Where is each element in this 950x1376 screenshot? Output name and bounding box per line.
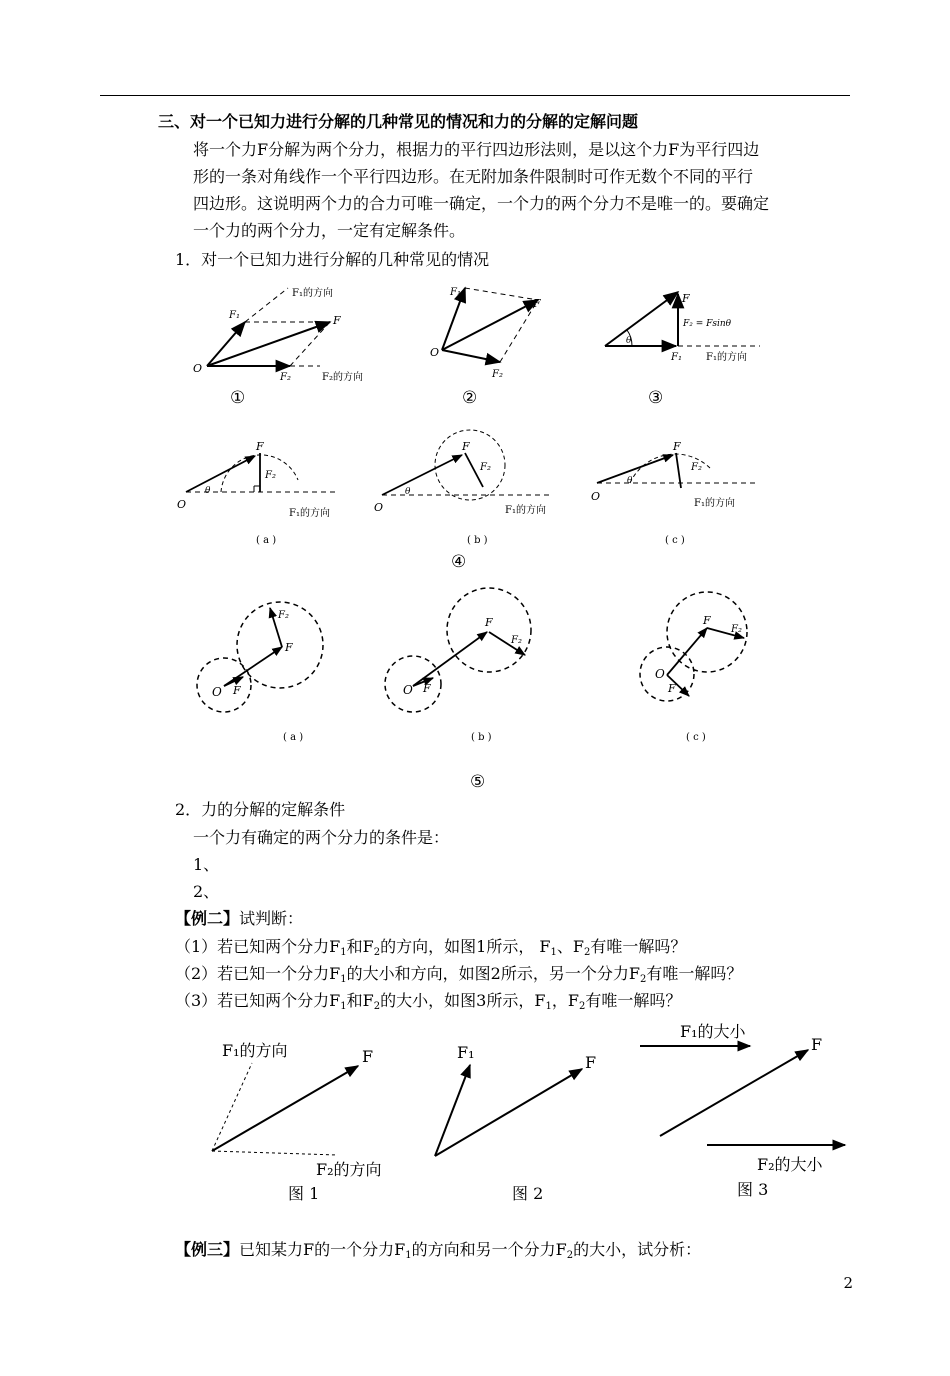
label-f: F [533, 297, 541, 310]
label-f1-direction: F₁的方向 [292, 288, 333, 299]
label-theta: θ [205, 486, 211, 496]
label-b: ( b ) [471, 732, 492, 743]
label-f2: F₂ [480, 462, 491, 473]
label-f: F [333, 314, 341, 327]
condition-2: 2、 [193, 882, 220, 901]
label-f: F [485, 616, 493, 629]
label-f1: F₁ [457, 1043, 475, 1062]
label-o: O [212, 685, 222, 699]
label-f1-direction: F₁的方向 [706, 352, 747, 363]
subsection-2-title: 2．力的分解的定解条件 [175, 800, 346, 819]
label-f: F [233, 684, 241, 697]
caption-figure-2: 图 2 [512, 1184, 544, 1203]
label-theta: θ [627, 476, 633, 486]
label-f1-direction: F₁的方向 [505, 505, 546, 516]
label-f: F [462, 440, 470, 453]
intro-line-4: 一个力的两个分力，一定有定解条件。 [193, 221, 466, 240]
example-2-question-1: （1）若已知两个分力$F_1$和$F_2$的方向，如图1所示， $F_1$、$F_2$有唯一解吗？ [175, 937, 687, 958]
label-f2: F₂ [278, 610, 289, 621]
section-title: 三、对一个已知力进行分解的几种常见的情况和力的分解的定解问题 [158, 112, 639, 131]
label-f: F [362, 1047, 374, 1066]
circled-number-3: ③ [648, 388, 664, 408]
example-2-title: 试判断： [239, 909, 304, 928]
condition-1: 1、 [193, 855, 220, 874]
figure-1-parallelogram [207, 288, 330, 366]
label-c: ( c ) [665, 535, 685, 546]
label-f: F [423, 682, 431, 695]
label-f: F [682, 292, 690, 305]
label-c: ( c ) [686, 732, 706, 743]
label-o: O [193, 362, 203, 375]
circled-number-1: ① [230, 388, 246, 408]
label-o: O [403, 683, 413, 697]
label-f: F [285, 641, 293, 654]
label-f: F [673, 440, 681, 453]
label-f2: F₂ [731, 624, 742, 635]
caption-figure-1: 图 1 [288, 1184, 320, 1203]
example-2-heading [175, 909, 303, 929]
label-theta: θ [626, 336, 632, 346]
figure-5c [640, 592, 747, 701]
label-o: O [374, 501, 384, 514]
label-f: F [256, 440, 264, 453]
example-3-tag: 【例三】 [175, 1240, 240, 1259]
label-f1: F₁ [229, 310, 240, 321]
circled-number-2: ② [462, 388, 478, 408]
label-f2: F₂ [265, 470, 276, 481]
figure-4c [597, 453, 755, 488]
label-f2-size: F₂的大小 [757, 1155, 823, 1174]
label-f1-direction: F₁的方向 [694, 498, 735, 509]
label-o: O [591, 490, 601, 503]
label-f1-size: F₁的大小 [680, 1022, 746, 1041]
label-f1-direction: F₁的方向 [222, 1041, 288, 1060]
label-a: ( a ) [283, 732, 304, 743]
condition-intro: 一个力有确定的两个分力的条件是： [193, 828, 450, 847]
label-theta: θ [405, 487, 411, 497]
label-f: F [585, 1053, 597, 1072]
example-2-tag: 【例二】 [175, 909, 240, 928]
figure-2-parallelogram [442, 288, 538, 362]
label-f: F [703, 614, 711, 627]
label-f2: F₂ [280, 372, 291, 383]
label-f: F [811, 1035, 823, 1054]
intro-line-1: 将一个力F分解为两个分力，根据力的平行四边形法则，是以这个力F为平行四边 [193, 140, 760, 159]
label-f2-direction: F₂的方向 [316, 1160, 382, 1179]
example-3-heading: 【例三】已知某力F的一个分力$F_1$的方向和另一个分力$F_2$的大小，试分析： [175, 1240, 702, 1261]
label-b: ( b ) [467, 535, 488, 546]
label-a: ( a ) [256, 535, 277, 546]
circled-number-5: ⑤ [470, 772, 486, 792]
circled-number-4: ④ [451, 552, 467, 572]
label-f1: F₁ [671, 352, 682, 363]
label-f2-direction: F₂的方向 [322, 372, 363, 383]
label-o: O [655, 667, 665, 681]
label-f2-eq: F₂ = Fsinθ [683, 319, 732, 329]
example-2-question-2: （2）若已知一个分力$F_1$的大小和方向，如图2所示，另一个分力$F_2$有唯一解吗？ [175, 964, 743, 985]
intro-line-3: 四边形。这说明两个力的合力可唯一确定，一个力的两个分力不是唯一的。要确定 [193, 194, 770, 213]
example-2-question-3: （3）若已知两个分力$F_1$和$F_2$的大小，如图3所示，$F_1$，$F_2$有唯一解吗？ [175, 991, 682, 1012]
caption-figure-3: 图 3 [737, 1180, 769, 1199]
label-f: F [668, 682, 676, 695]
label-o: O [177, 498, 187, 511]
label-o: O [430, 346, 440, 359]
label-f2: F₂ [691, 462, 702, 473]
label-f2: F₂ [492, 369, 503, 380]
label-f1: F₁ [450, 287, 461, 298]
subsection-1-title: 1．对一个已知力进行分解的几种常见的情况 [175, 250, 490, 269]
intro-line-2: 形的一条对角线作一个平行四边形。在无附加条件限制时可作无数个不同的平行 [193, 167, 754, 186]
page-number: 2 [843, 1274, 853, 1292]
label-f2: F₂ [511, 635, 522, 646]
label-f1-direction: F₁的方向 [289, 508, 330, 519]
